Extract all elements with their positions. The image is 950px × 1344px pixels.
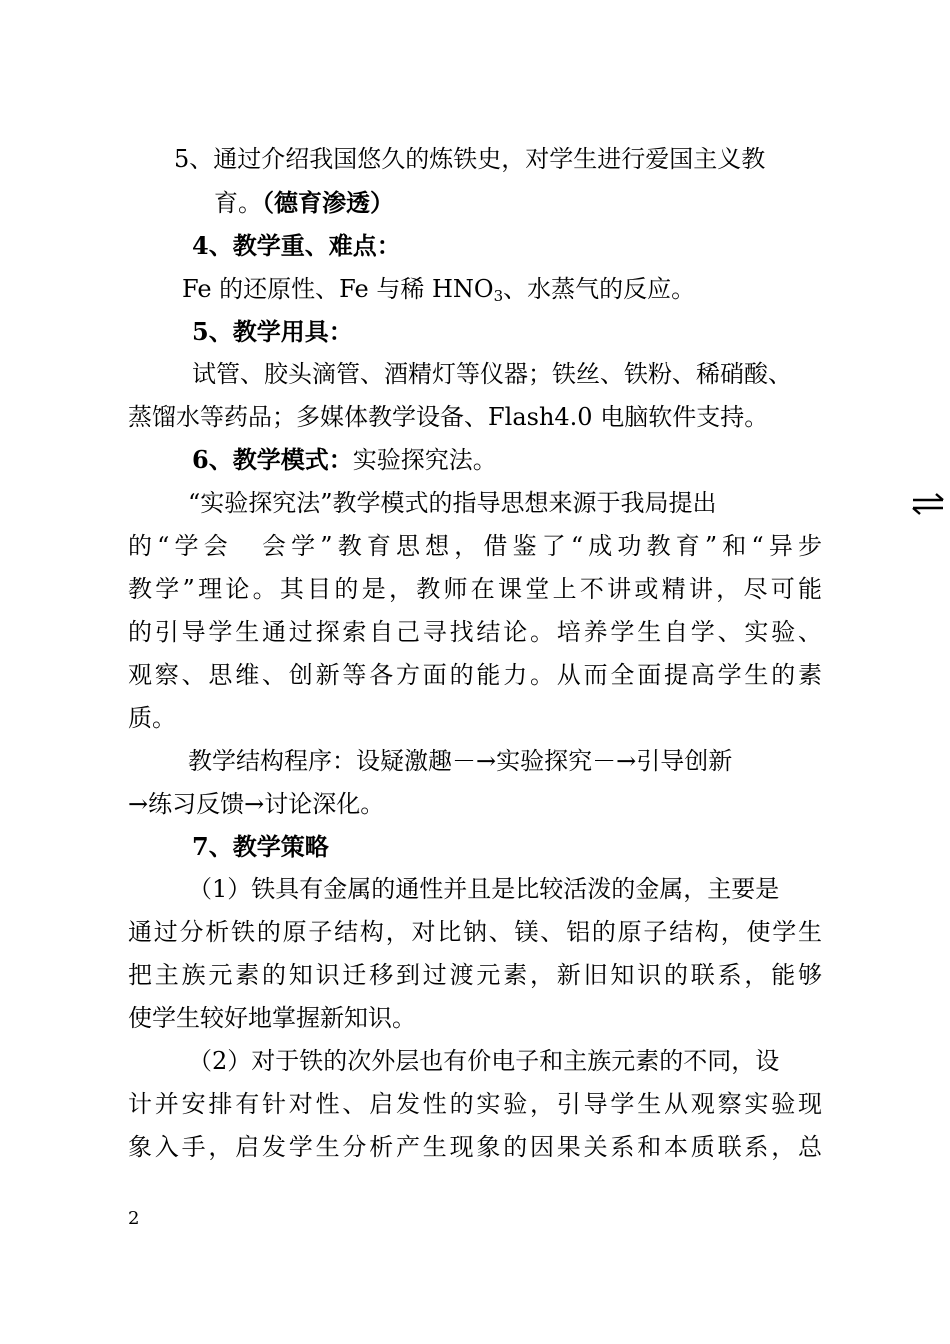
mode-paragraph-line-6: 质。 <box>128 704 176 732</box>
goal-5-tail: 育。 <box>214 189 262 217</box>
page-number: 2 <box>128 1208 140 1229</box>
strategy-2-line-2: 计并安排有针对性、启发性的实验，引导学生从观察实验现 <box>128 1090 822 1118</box>
heading-tools: 5、教学用具： <box>192 317 353 346</box>
mode-paragraph-line-5: 观察、思维、创新等各方面的能力。从而全面提高学生的素 <box>128 661 822 689</box>
strategy-1-line-2: 通过分析铁的原子结构，对比钠、镁、铝的原子结构，使学生 <box>128 918 822 946</box>
tools-line-2: 蒸馏水等药品；多媒体教学设备、Flash4.0 电脑软件支持。 <box>128 403 769 431</box>
strategy-1-line-3: 把主族元素的知识迁移到过渡元素，新旧知识的联系，能够 <box>128 961 822 989</box>
mode-paragraph-line-4: 的引导学生通过探索自己寻找结论。培养学生自学、实验、 <box>128 618 822 646</box>
strategy-1-line-1: （1）铁具有金属的通性并且是比较活泼的金属，主要是 <box>188 875 780 903</box>
structure-line-2: →练习反馈→讨论深化。 <box>128 790 385 818</box>
heading-teaching-mode <box>192 445 497 475</box>
key-points-text <box>182 274 695 311</box>
heading-key-points: 4、教学重、难点： <box>192 231 401 260</box>
heading-strategy: 7、教学策略 <box>192 832 329 861</box>
key-points-part-a: Fe 的还原性、Fe 与稀 HNO <box>182 275 494 303</box>
structure-line-1: 教学结构程序：设疑激趣－→实验探究－→引导创新 <box>188 747 733 775</box>
goal-5-line-2 <box>214 188 394 218</box>
mode-paragraph-line-1: “实验探究法”教学模式的指导思想来源于我局提出 <box>188 489 717 517</box>
teaching-mode-label: 6、教学模式： <box>192 445 353 474</box>
reversible-arrows-icon <box>909 491 947 517</box>
subscript-3: 3 <box>493 287 504 305</box>
teaching-mode-value: 实验探究法。 <box>352 446 497 474</box>
mode-paragraph-line-2: 的“学会 会学”教育思想，借鉴了“成功教育”和“异步 <box>128 532 822 560</box>
goal-5-line-1: 5、通过介绍我国悠久的炼铁史，对学生进行爱国主义教 <box>174 145 766 173</box>
strategy-1-line-4: 使学生较好地掌握新知识。 <box>128 1004 416 1032</box>
mode-paragraph-line-3: 教学”理论。其目的是，教师在课堂上不讲或精讲，尽可能 <box>128 575 822 603</box>
key-points-part-b: 、水蒸气的反应。 <box>503 275 696 303</box>
tools-line-1: 试管、胶头滴管、酒精灯等仪器；铁丝、铁粉、稀硝酸、 <box>192 360 792 388</box>
strategy-2-line-1: （2）对于铁的次外层也有价电子和主族元素的不同，设 <box>188 1047 780 1075</box>
moral-education-tag: （德育渗透） <box>262 188 394 217</box>
strategy-2-line-3: 象入手，启发学生分析产生现象的因果关系和本质联系，总 <box>128 1133 822 1161</box>
